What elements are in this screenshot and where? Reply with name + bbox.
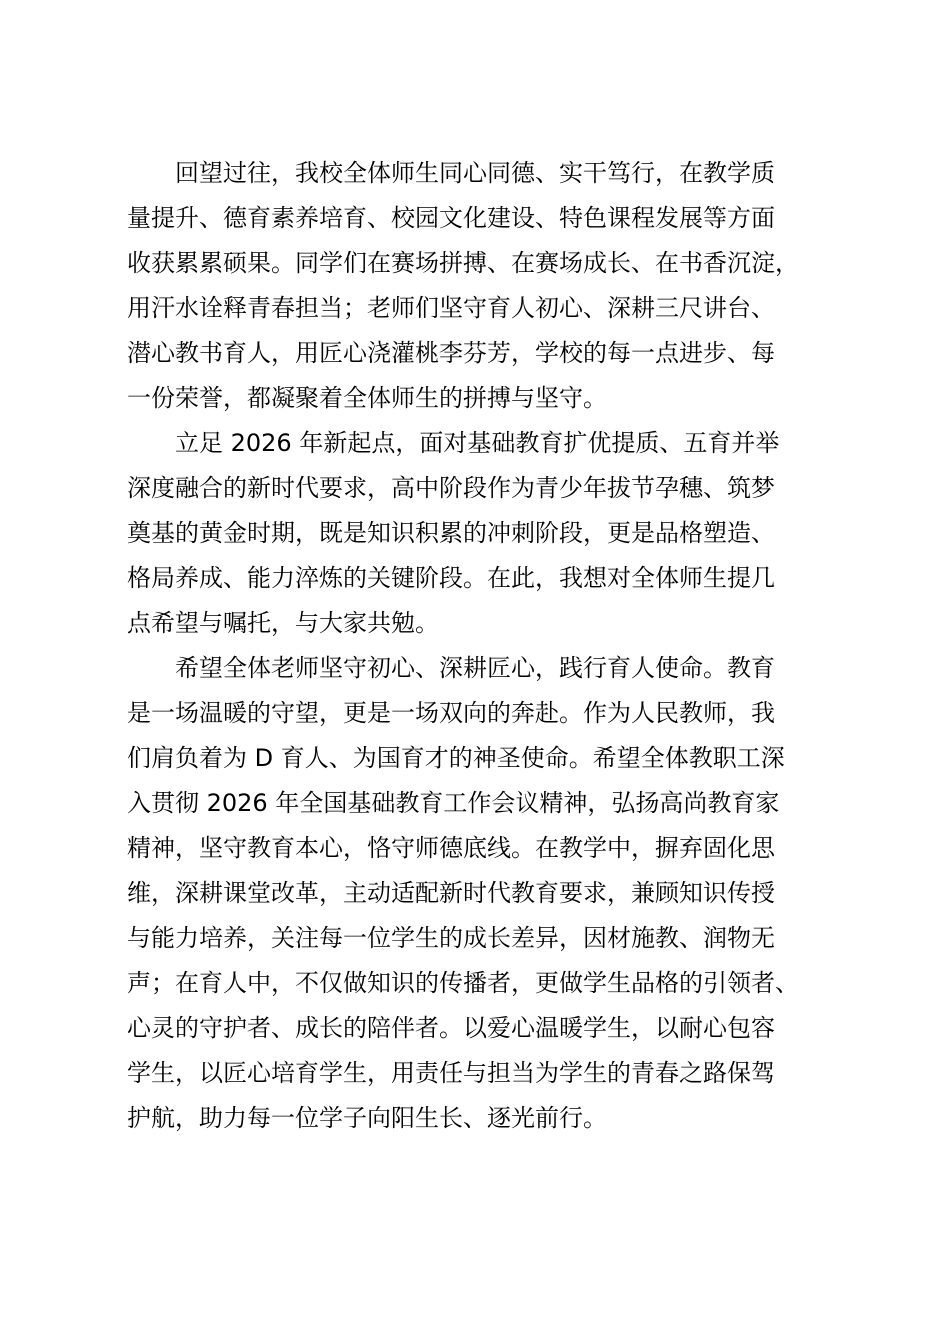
paragraph-1 <box>127 151 840 421</box>
text-line: 与能力培养，关注每一位学生的成长差异，因材施教、润物无 <box>127 924 775 952</box>
text-line: 心灵的守护者、成长的陪伴者。以爱心温暖学生，以耐心包容 <box>127 1014 775 1042</box>
text-line: 立足 2026 年新起点，面对基础教育扩优提质、五育并举 <box>175 429 780 457</box>
text-line: 维，深耕课堂改革，主动适配新时代教育要求，兼顾知识传授 <box>127 879 775 907</box>
text-line: 声；在育人中，不仅做知识的传播者，更做学生品格的引领者、 <box>127 969 799 997</box>
text-line: 深度融合的新时代要求，高中阶段作为青少年拔节孕穗、筑梦 <box>127 474 775 502</box>
paragraph-3 <box>127 646 840 1141</box>
text-line: 学生，以匠心培育学生，用责任与担当为学生的青春之路保驾 <box>127 1059 775 1087</box>
text-line: 收获累累硕果。同学们在赛场拼搏、在赛场成长、在书香沉淀， <box>127 249 799 277</box>
text-line: 是一场温暖的守望，更是一场双向的奔赴。作为人民教师，我 <box>127 699 775 727</box>
text-line: 量提升、德育素养培育、校园文化建设、特色课程发展等方面 <box>127 204 775 232</box>
document-body <box>127 151 840 1141</box>
text-line: 潜心教书育人，用匠心浇灌桃李芬芳，学校的每一点进步、每 <box>127 339 775 367</box>
text-line: 们肩负着为 D 育人、为国育才的神圣使命。希望全体教职工深 <box>127 744 785 772</box>
text-line: 点希望与嘱托，与大家共勉。 <box>127 609 439 637</box>
text-line: 希望全体老师坚守初心、深耕匠心，践行育人使命。教育 <box>175 654 775 682</box>
text-line: 奠基的黄金时期，既是知识积累的冲刺阶段，更是品格塑造、 <box>127 519 775 547</box>
text-line: 护航，助力每一位学子向阳生长、逐光前行。 <box>127 1104 607 1132</box>
paragraph-2 <box>127 421 840 646</box>
text-line: 入贯彻 2026 年全国基础教育工作会议精神，弘扬高尚教育家 <box>127 789 780 817</box>
text-line: 用汗水诠释青春担当；老师们坚守育人初心、深耕三尺讲台、 <box>127 294 775 322</box>
text-line: 精神，坚守教育本心，恪守师德底线。在教学中，摒弃固化思 <box>127 834 775 862</box>
text-line: 一份荣誉，都凝聚着全体师生的拼搏与坚守。 <box>127 384 607 412</box>
text-line: 格局养成、能力淬炼的关键阶段。在此，我想对全体师生提几 <box>127 564 775 592</box>
text-line: 回望过往，我校全体师生同心同德、实干笃行，在教学质 <box>175 159 775 187</box>
